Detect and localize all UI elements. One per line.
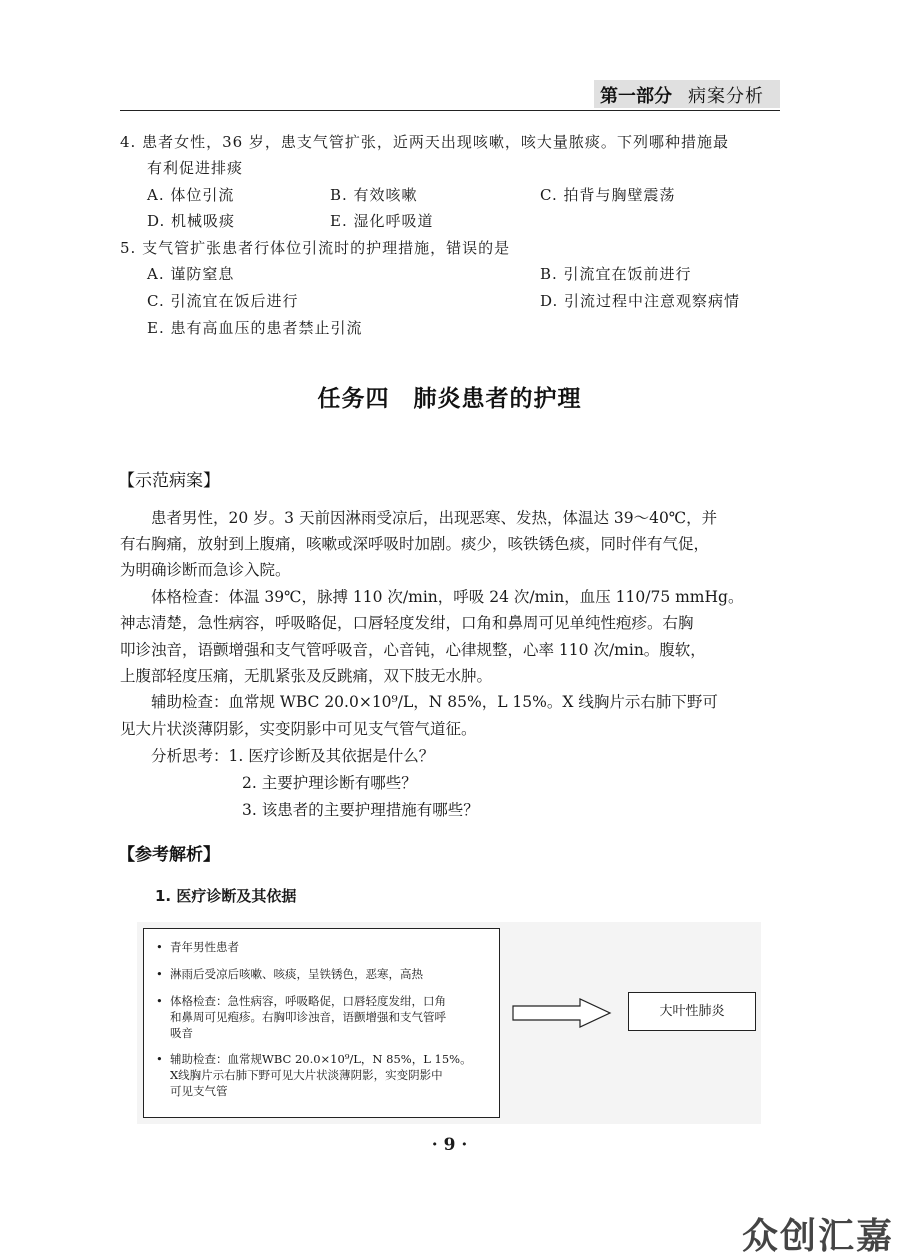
q4-option-a: A. 体位引流 bbox=[147, 186, 235, 204]
analysis-heading: 【参考解析】 bbox=[118, 845, 220, 865]
evidence-box bbox=[143, 928, 500, 1118]
case-p3-line1: 辅助检查：血常规 WBC 20.0×10⁹/L，N 85%，L 15%。X 线胸片示右肺下野可 bbox=[120, 693, 718, 711]
case-p2-line2: 神志清楚，急性病容，呼吸略促，口唇轻度发绀，口角和鼻周可见单纯性疱疹。右胸 bbox=[120, 614, 694, 632]
case-heading: 【示范病案】 bbox=[118, 471, 220, 491]
watermark: 众创汇嘉 bbox=[742, 1216, 895, 1257]
q5-option-e: E. 患有高血压的患者禁止引流 bbox=[147, 319, 363, 337]
running-header bbox=[600, 82, 764, 108]
q5-option-d: D. 引流过程中注意观察病情 bbox=[540, 292, 741, 310]
think-line3: 3. 该患者的主要护理措施有哪些？ bbox=[242, 801, 479, 819]
think-line2: 2. 主要护理诊断有哪些？ bbox=[242, 774, 417, 792]
q5-option-c: C. 引流宜在饭后进行 bbox=[147, 292, 299, 310]
q4-stem-line1: 4. 患者女性，36 岁，患支气管扩张，近两天出现咳嗽，咳大量脓痰。下列哪种措施最 bbox=[120, 133, 729, 151]
case-p2-line3: 叩诊浊音，语颤增强和支气管呼吸音，心音钝，心律规整，心率 110 次/min。腹软， bbox=[120, 641, 706, 659]
case-p2-line1: 体格检查：体温 39℃，脉搏 110 次/min，呼吸 24 次/min，血压 110/75 mmHg。 bbox=[120, 588, 744, 606]
diagnosis-result-box: 大叶性肺炎 bbox=[628, 992, 756, 1031]
evidence-item: • 辅助检查：血常规WBC 20.0×10⁹/L，N 85%，L 15%。 X线胸片示右肺下野可见大片状淡薄阴影，实变阴影中 可见支气管 bbox=[156, 1052, 472, 1098]
q5-option-a: A. 谨防窒息 bbox=[147, 265, 235, 283]
page-number: · 9 · bbox=[431, 1135, 468, 1155]
q4-option-c: C. 拍背与胸壁震荡 bbox=[540, 186, 676, 204]
case-p3-line2: 见大片状淡薄阴影，实变阴影中可见支气管气道征。 bbox=[120, 720, 477, 738]
evidence-item: • 淋雨后受凉后咳嗽、咳痰，呈铁锈色，恶寒，高热 bbox=[156, 967, 423, 981]
task-title: 任务四 肺炎患者的护理 bbox=[317, 386, 582, 412]
header-part: 第一部分 bbox=[600, 86, 672, 107]
header-section: 病案分析 bbox=[688, 86, 764, 107]
case-p2-line4: 上腹部轻度压痛，无肌紧张及反跳痛，双下肢无水肿。 bbox=[120, 667, 493, 685]
arrow-right-icon bbox=[512, 998, 612, 1028]
evidence-item: • 青年男性患者 bbox=[156, 940, 239, 954]
q4-option-b: B. 有效咳嗽 bbox=[330, 186, 418, 204]
sub-heading-diagnosis: 1. 医疗诊断及其依据 bbox=[155, 887, 297, 905]
q5-option-b: B. 引流宜在饭前进行 bbox=[540, 265, 692, 283]
think-line1: 分析思考：1. 医疗诊断及其依据是什么？ bbox=[120, 747, 435, 765]
case-p1-line3: 为明确诊断而急诊入院。 bbox=[120, 561, 291, 579]
header-rule bbox=[120, 110, 780, 111]
q4-stem-line2: 有利促进排痰 bbox=[147, 159, 244, 177]
evidence-item: • 体格检查：急性病容，呼吸略促，口唇轻度发绀，口角 和鼻周可见疱疹。右胸叩诊浊音，语颤增强和支气管呼 吸音 bbox=[156, 994, 446, 1040]
case-p1-line1: 患者男性，20 岁。3 天前因淋雨受凉后，出现恶寒、发热，体温达 39～40℃，并 bbox=[120, 509, 718, 527]
case-p1-line2: 有右胸痛，放射到上腹痛，咳嗽或深呼吸时加剧。痰少，咳铁锈色痰，同时伴有气促， bbox=[120, 535, 710, 553]
q5-stem: 5. 支气管扩张患者行体位引流时的护理措施，错误的是 bbox=[120, 239, 511, 257]
q4-option-d: D. 机械吸痰 bbox=[147, 212, 236, 230]
q4-option-e: E. 湿化呼吸道 bbox=[330, 212, 434, 230]
